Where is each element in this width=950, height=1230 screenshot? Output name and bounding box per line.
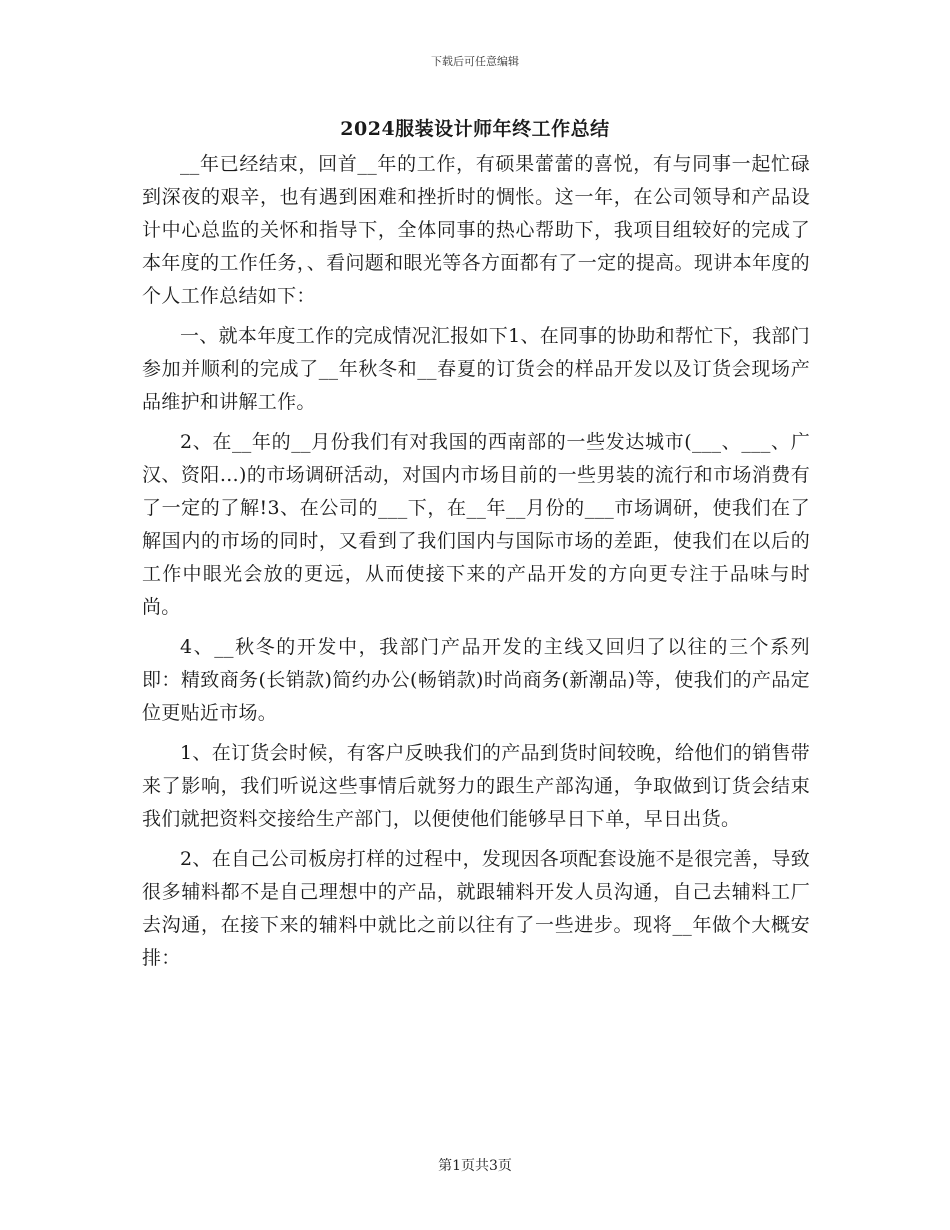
paragraph-section-one: 一、就本年度工作的完成情况汇报如下1、在同事的协助和帮忙下，我部门参加并顺利的完成了__年秋冬和__春夏的订货会的样品开发以及订货会现场产品维护和讲解工作。 [142, 325, 810, 413]
paragraph-accessories: 2、在自己公司板房打样的过程中，发现因各项配套设施不是很完善，导致很多辅料都不是自己理想中的产品，就跟辅料开发人员沟通，自己去辅料工厂去沟通，在接下来的辅料中就比之前以往有了一些进步。现将__年做个大概安排： [142, 848, 810, 969]
document-title: 2024服装设计师年终工作总结 [340, 118, 610, 140]
paragraph-order-meeting: 1、在订货会时候，有客户反映我们的产品到货时间较晚，给他们的销售带来了影响，我们听说这些事情后就努力的跟生产部沟通，争取做到订货会结束我们就把资料交接给生产部门，以便使他们能够早日下单，早日出货。 [142, 742, 810, 830]
paragraph-product-lines: 4、__秋冬的开发中，我部门产品开发的主线又回归了以往的三个系列即：精致商务(长销款)简约办公(畅销款)时尚商务(新潮品)等，使我们的产品定位更贴近市场。 [142, 636, 810, 724]
paragraph-intro: __年已经结束，回首__年的工作，有硕果蕾蕾的喜悦，有与同事一起忙碌到深夜的艰辛，也有遇到困难和挫折时的惆怅。这一年，在公司领导和产品设计中心总监的关怀和指导下，全体同事的热心帮助下，我项目组较好的完成了本年度的工作任务，、看问题和眼光等各方面都有了一定的提高。现讲本年度的个人工作总结如下： [142, 153, 810, 307]
document-body [142, 148, 810, 982]
page-header-note: 下载后可任意编辑 [431, 55, 519, 68]
page-number: 第1页共3页 [438, 1158, 512, 1174]
paragraph-market-research: 2、在__年的__月份我们有对我国的西南部的一些发达城市(___、___、广汉、资阳…)的市场调研活动，对国内市场目前的一些男装的流行和市场消费有了一定的了解!3、在公司的___下，在__年__月份的___市场调研，使我们在了解国内的市场的同时，又看到了我们国内与国际市场的差距，使我们在以后的工作中眼光会放的更远，从而使接下来的产品开发的方向更专注于品味与时尚。 [142, 431, 810, 618]
